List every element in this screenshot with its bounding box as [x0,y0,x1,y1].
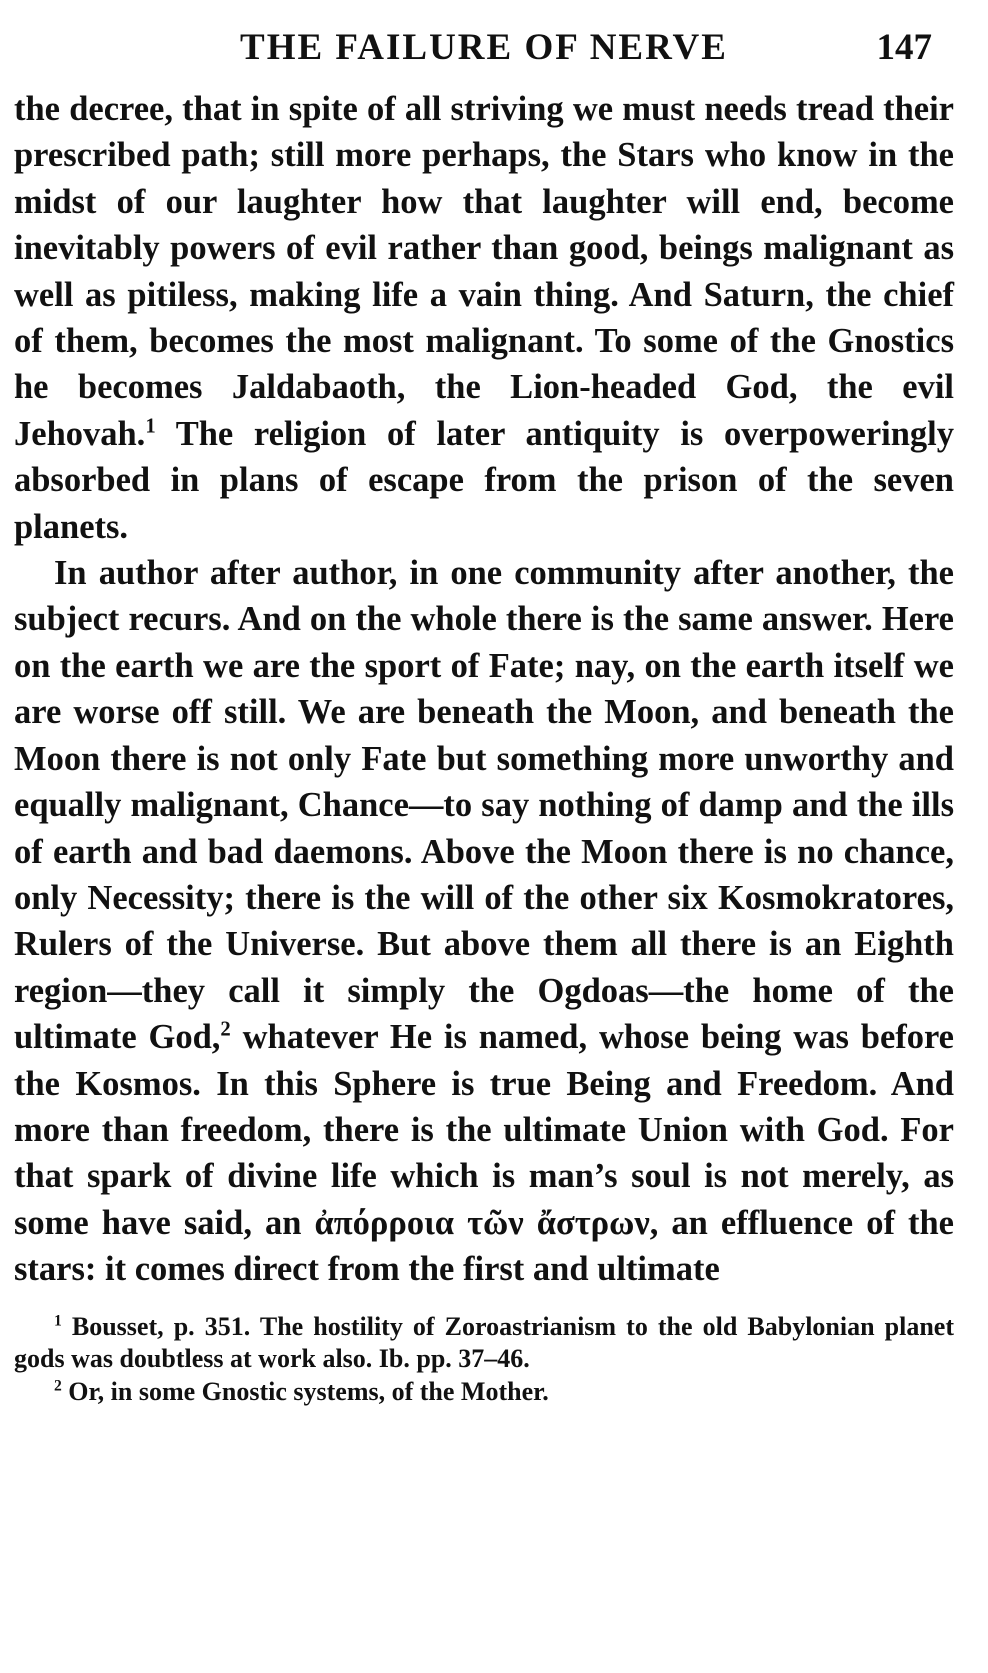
footnote-2-text: Or, in some Gnostic systems, of the Mother. [61,1376,549,1406]
paragraph-2-text-a: In author after author, in one community after another, the subject recurs. And on the whole there is the same answer. Here on the earth we are the sport of Fate; nay, on the earth itself we are worse off still. We are beneath the Moon, and beneath the Moon there is not only Fate but something more unworthy and equally malignant, Chance—to say nothing of damp and the ills of earth and bad daemons. Above the Moon there is no chance, only Necessity; there is the will of the other six Kosmokratores, Rulers of the Universe. But above them all there is an Eighth region—they call it simply the Ogdoas—the home of the ultimate God, [14,554,954,1057]
paragraph-1-text-b: The religion of later antiquity is overpoweringly absorbed in plans of escape from the prison of the seven planets. [14,414,954,546]
footnote-2 [14,1376,954,1409]
body-text [14,86,954,1293]
footnote-1-text: Bousset, p. 351. The hostility of Zoroastrianism to the old Babylonian planet gods was doubtless at work also. Ib. pp. 37–46. [14,1311,954,1374]
paragraph-1 [14,86,954,550]
footnote-1-marker: 1 [54,1312,62,1330]
paragraph-2 [14,550,954,1293]
paragraph-2-text-b: whatever He is named, whose being was before the Kosmos. In this Sphere is true Being and Freedom. And more than freedom, there is the ultimate Union with God. For that spark of divine life which is man’s soul is not merely, as some have said, an ἀπόρροια τῶν ἄστρων, an effluence of the stars: it comes direct from the first and ultimate [14,1018,954,1289]
footnote-1 [14,1311,954,1376]
page-header [14,22,954,86]
footnote-ref-2: 2 [220,1018,231,1041]
paragraph-1-text-a: the decree, that in spite of all striving we must needs tread their prescribed path; still more perhaps, the Stars who know in the midst of our laughter how that laughter will end, become inevitably powers of evil rather than good, beings malignant as well as pitiless, making life a vain thing. And Saturn, the chief of them, becomes the most malignant. To some of the Gnostics he becomes Jaldabaoth, the Lion-headed God, the evil Jehovah. [14,90,954,453]
footnote-ref-1: 1 [145,415,156,438]
book-page [14,22,954,1408]
footnotes [14,1311,954,1409]
footnote-2-marker: 2 [54,1377,62,1395]
page-number: 147 [876,27,932,68]
running-title: THE FAILURE OF NERVE [240,27,728,68]
